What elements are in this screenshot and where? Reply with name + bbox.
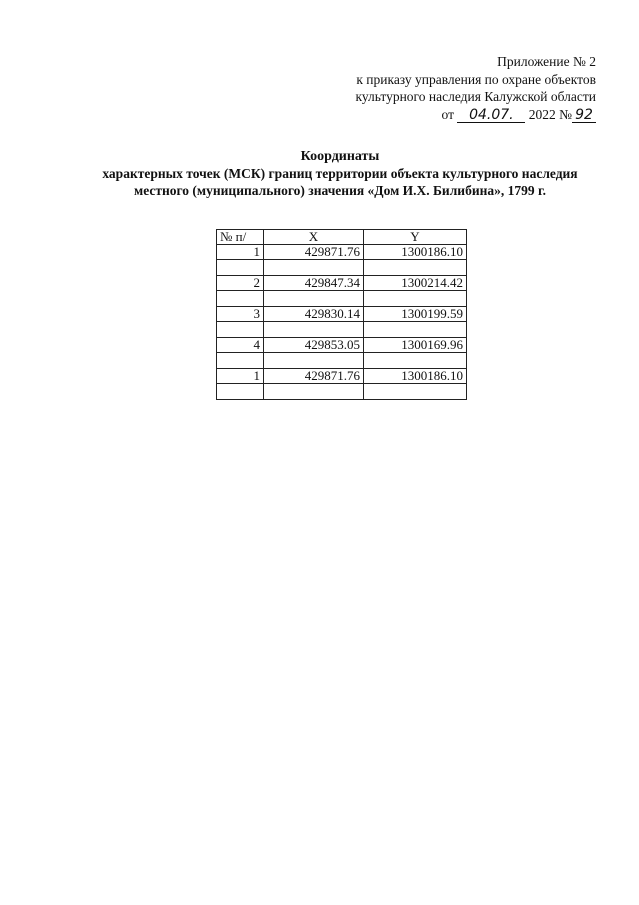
cell-number: 3 (217, 307, 264, 322)
header-number: № п/ (217, 230, 264, 245)
table-row (217, 245, 467, 260)
cell-x: 429871.76 (264, 245, 364, 260)
cell-number: 1 (217, 245, 264, 260)
cell-y: 1300199.59 (364, 307, 467, 322)
number-blank (572, 108, 596, 123)
title-heading: Координаты (300, 149, 380, 164)
title-line-1: характерных точек (МСК) границ территории объекта культурного наследия (102, 166, 578, 181)
table-empty-row (217, 322, 467, 338)
handwritten-number: 92 (575, 106, 593, 123)
cell-x: 429853.05 (264, 338, 364, 353)
handwritten-date: 04.07. (469, 106, 514, 123)
table-row (217, 338, 467, 353)
cell-number: 4 (217, 338, 264, 353)
cell-y: 1300186.10 (364, 245, 467, 260)
title-line-2: местного (муниципального) значения «Дом И.Х. Билибина», 1799 г. (134, 183, 546, 198)
date-blank (457, 108, 525, 123)
cell-x: 429830.14 (264, 307, 364, 322)
cell-y: 1300186.10 (364, 369, 467, 384)
table-empty-row (217, 353, 467, 369)
table-empty-row (217, 260, 467, 276)
cell-x: 429847.34 (264, 276, 364, 291)
cell-y: 1300169.96 (364, 338, 467, 353)
header-y: Y (364, 230, 467, 245)
table-header-row (217, 230, 467, 245)
appendix-line-1: Приложение № 2 (497, 54, 596, 69)
appendix-date-line (266, 106, 596, 124)
cell-y: 1300214.42 (364, 276, 467, 291)
appendix-line-2: к приказу управления по охране объектов (356, 71, 596, 87)
header-x: X (264, 230, 364, 245)
number-sign: № (559, 106, 572, 122)
cell-number: 1 (217, 369, 264, 384)
cell-x: 429871.76 (264, 369, 364, 384)
document-title (40, 148, 639, 199)
table-empty-row (217, 291, 467, 307)
table-row (217, 369, 467, 384)
year: 2022 (528, 106, 556, 122)
cell-number: 2 (217, 276, 264, 291)
coordinates-table (216, 229, 467, 400)
appendix-line-3: культурного наследия Калужской области (355, 89, 596, 104)
table-row (217, 276, 467, 291)
table-empty-row (217, 384, 467, 400)
appendix-header (266, 53, 596, 123)
date-prefix: от (441, 106, 454, 122)
table-row (217, 307, 467, 322)
